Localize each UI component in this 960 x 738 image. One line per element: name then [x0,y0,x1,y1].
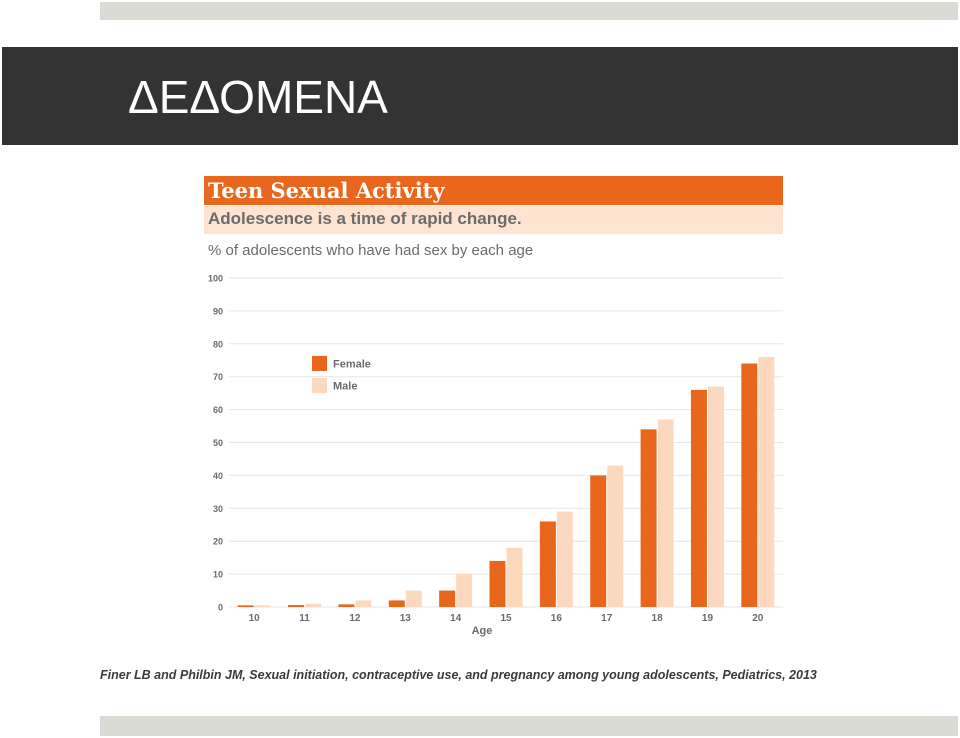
citation-text: Finer LB and Philbin JM, Sexual initiation, contraceptive use, and pregnancy among young adolescents, Pediatrics, 2013 [100,668,817,682]
chart-caption: % of adolescents who have had sex by each age [208,242,534,259]
bar-male-14 [456,574,472,607]
bar-male-20 [758,357,774,607]
bar-female-20 [741,364,757,607]
legend-label-male: Male [333,380,358,393]
x-tick-label: 12 [349,613,361,624]
bar-male-13 [406,591,422,607]
x-tick-label: 20 [752,613,764,624]
x-tick-label: 11 [299,613,310,624]
bar-female-19 [691,390,707,607]
bar-male-11 [305,604,321,607]
bar-female-10 [238,605,254,607]
x-tick-label: 14 [450,613,462,624]
chart-panel [204,176,783,638]
bar-female-11 [288,605,304,607]
bar-male-16 [557,512,573,607]
y-tick-label: 10 [212,569,223,580]
bar-male-18 [658,419,674,607]
y-tick-label: 40 [212,470,223,481]
x-tick-label: 15 [500,613,512,624]
x-tick-label: 17 [601,613,613,624]
top-decorative-strip [100,2,958,20]
x-tick-label: 16 [550,613,562,624]
y-tick-label: 20 [212,536,223,547]
bar-female-15 [490,561,506,607]
bar-female-16 [540,521,556,607]
bar-female-13 [389,600,405,607]
legend-label-female: Female [333,358,371,371]
bar-male-10 [255,605,271,607]
bar-chart [204,176,783,638]
y-tick-label: 70 [212,372,223,383]
legend-swatch-male [312,378,327,393]
slide-title: ΔΕΔΟΜΕΝΑ [128,71,388,123]
x-tick-label: 10 [248,613,260,624]
chart-title: Teen Sexual Activity [208,178,445,203]
x-tick-label: 18 [651,613,663,624]
y-tick-label: 80 [212,339,223,350]
bar-male-17 [607,466,623,607]
y-tick-label: 100 [207,273,223,284]
y-tick-label: 30 [212,503,223,514]
x-tick-label: 13 [399,613,411,624]
x-axis-label: Age [471,625,493,637]
bar-male-12 [355,600,371,607]
legend-swatch-female [312,356,327,371]
bar-female-14 [439,591,455,607]
y-tick-label: 0 [217,602,223,613]
bar-female-17 [590,475,606,607]
chart-subtitle: Adolescence is a time of rapid change. [208,209,522,228]
y-tick-label: 50 [212,438,223,448]
y-tick-label: 90 [212,306,223,317]
bar-female-12 [338,604,354,607]
bar-male-19 [708,387,724,607]
x-tick-label: 19 [701,613,714,624]
bottom-decorative-strip [100,716,958,736]
y-tick-label: 60 [212,405,223,416]
bar-male-15 [507,548,523,607]
bar-female-18 [641,429,657,607]
